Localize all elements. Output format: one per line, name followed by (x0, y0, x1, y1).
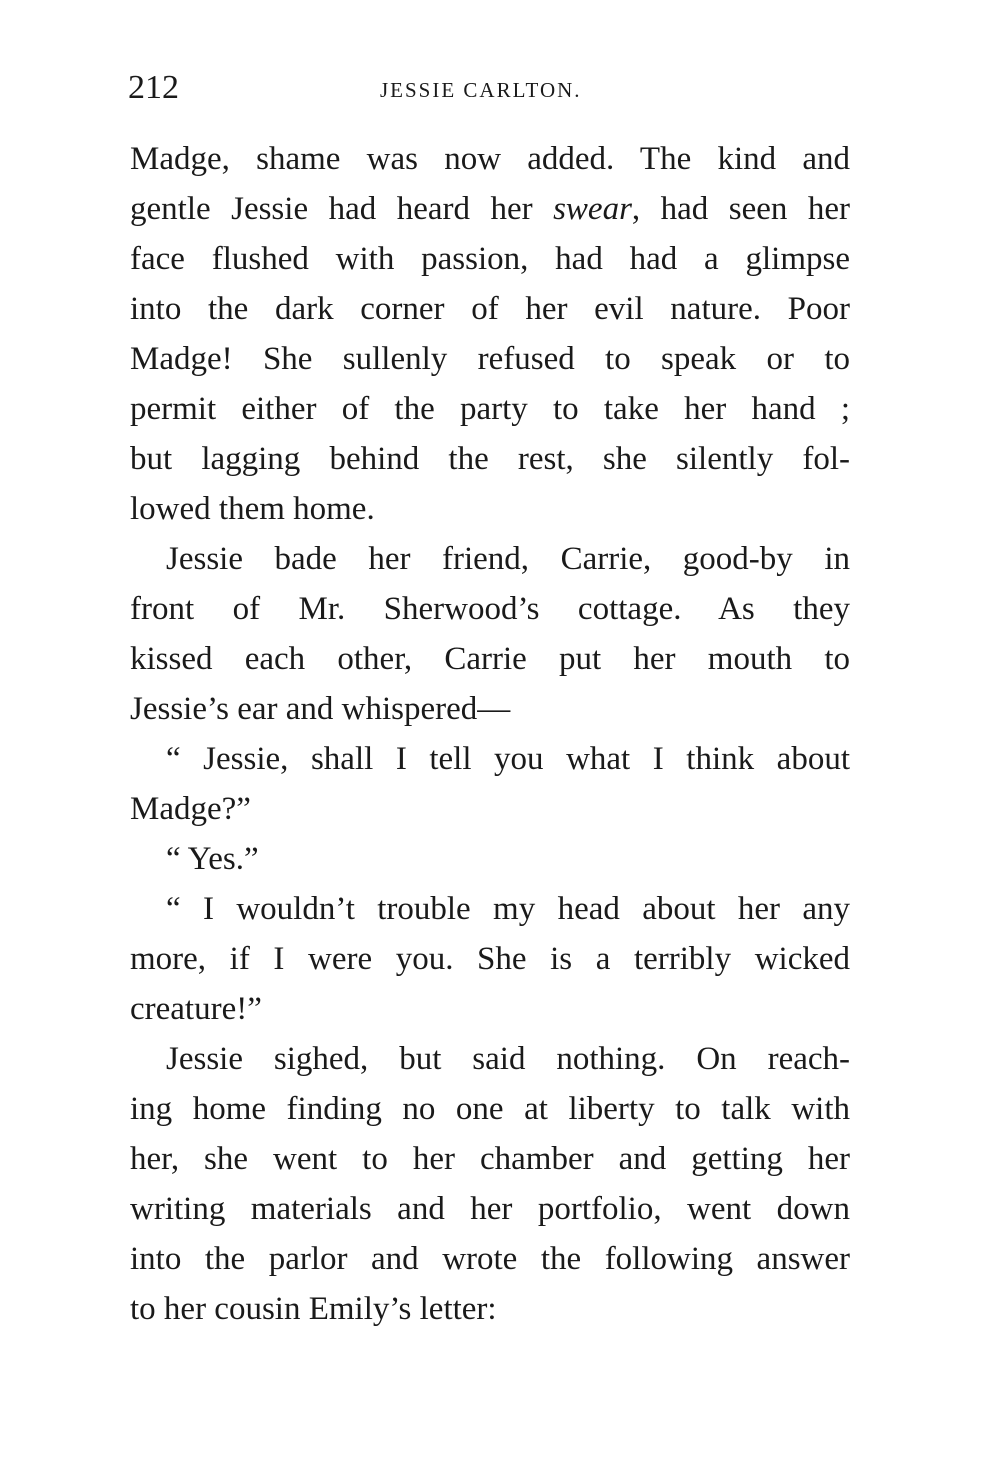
text-segment: gentle Jessie had heard her (130, 191, 554, 227)
running-head (128, 66, 848, 116)
text-line: Madge! She sullenly refused to speak or to (130, 341, 850, 377)
text-line: face flushed with passion, had had a glimpse (130, 241, 850, 277)
text-line: permit either of the party to take her hand ; (130, 391, 850, 427)
text-line: her, she went to her chamber and getting her (130, 1141, 850, 1177)
text-line: “ Yes.” (166, 841, 259, 877)
running-title: JESSIE CARLTON. (380, 78, 582, 102)
body-text (130, 134, 850, 1334)
text-line: to her cousin Emily’s letter: (130, 1291, 497, 1327)
text-line: into the parlor and wrote the following answer (130, 1241, 850, 1277)
text-segment: , had seen her (631, 191, 850, 227)
text-line: but lagging behind the rest, she silently fol- (130, 441, 850, 477)
text-line: more, if I were you. She is a terribly wicked (130, 941, 850, 977)
text-line: writing materials and her portfolio, went down (130, 1191, 850, 1227)
text-line: Jessie’s ear and whispered— (130, 691, 511, 727)
text-line: front of Mr. Sherwood’s cottage. As they (130, 591, 850, 627)
text-line: Jessie bade her friend, Carrie, good-by in (166, 541, 850, 577)
text-line: lowed them home. (130, 491, 375, 527)
text-line: Jessie sighed, but said nothing. On reach- (166, 1041, 850, 1077)
text-line: “ Jessie, shall I tell you what I think about (166, 741, 850, 777)
emphasized-word: swear (553, 191, 632, 227)
text-line: ing home finding no one at liberty to talk with (130, 1091, 850, 1127)
text-line: creature!” (130, 991, 262, 1027)
text-line: “ I wouldn’t trouble my head about her any (166, 891, 850, 927)
text-line (130, 184, 850, 234)
text-line: kissed each other, Carrie put her mouth to (130, 641, 850, 677)
text-line: into the dark corner of her evil nature. Poor (130, 291, 850, 327)
text-line: Madge?” (130, 791, 251, 827)
text-line: Madge, shame was now added. The kind and (130, 141, 850, 177)
page-number: 212 (128, 69, 179, 106)
